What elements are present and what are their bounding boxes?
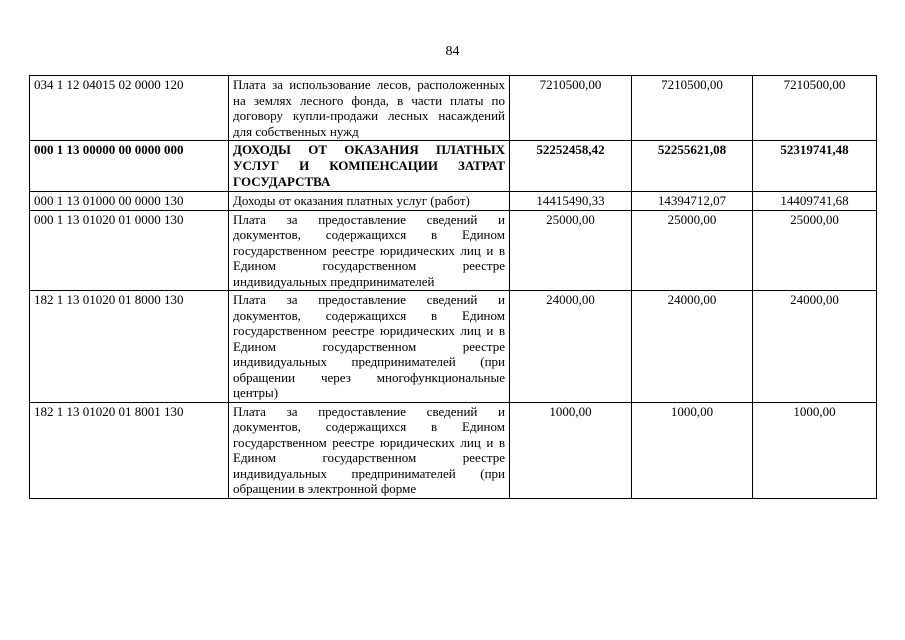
revenue-table [29, 75, 877, 499]
budget-code-cell: 000 1 13 00000 00 0000 000 [30, 141, 229, 192]
table-row [30, 192, 877, 211]
budget-code-cell: 000 1 13 01020 01 0000 130 [30, 210, 229, 291]
amount-cell-1: 52252458,42 [510, 141, 632, 192]
amount-cell-2: 24000,00 [632, 291, 753, 403]
revenue-name-cell [229, 402, 510, 498]
amount-cell-3: 14409741,68 [753, 192, 877, 211]
revenue-name-cell: Доходы от оказания платных услуг (работ) [229, 192, 510, 211]
amount-cell-3: 25000,00 [753, 210, 877, 291]
budget-code-cell: 182 1 13 01020 01 8001 130 [30, 402, 229, 498]
table-row [30, 76, 877, 141]
amount-cell-2: 25000,00 [632, 210, 753, 291]
amount-cell-3: 24000,00 [753, 291, 877, 403]
budget-code-cell: 000 1 13 01000 00 0000 130 [30, 192, 229, 211]
revenue-name-cell: Плата за предоставление сведений и документов, содержащихся в Едином государственном реестре юридических лиц и в Едином государственном реестре индивидуальных предпринимателей [229, 210, 510, 291]
amount-cell-1: 25000,00 [510, 210, 632, 291]
amount-cell-1: 7210500,00 [510, 76, 632, 141]
budget-code-cell: 034 1 12 04015 02 0000 120 [30, 76, 229, 141]
amount-cell-2: 52255621,08 [632, 141, 753, 192]
table-row [30, 141, 877, 192]
page-number: 84 [445, 44, 460, 59]
amount-cell-1: 24000,00 [510, 291, 632, 403]
revenue-name-cell: Плата за использование лесов, расположенных на землях лесного фонда, в части платы по договору купли-продажи лесных насаждений для собственных нужд [229, 76, 510, 141]
table-row [30, 210, 877, 291]
amount-cell-2: 7210500,00 [632, 76, 753, 141]
amount-cell-3: 7210500,00 [753, 76, 877, 141]
budget-code-cell: 182 1 13 01020 01 8000 130 [30, 291, 229, 403]
amount-cell-3: 1000,00 [753, 402, 877, 498]
amount-cell-3: 52319741,48 [753, 141, 877, 192]
amount-cell-2: 1000,00 [632, 402, 753, 498]
revenue-name-cell: ДОХОДЫ ОТ ОКАЗАНИЯ ПЛАТНЫХ УСЛУГ И КОМПЕНСАЦИИ ЗАТРАТ ГОСУДАРСТВА [229, 141, 510, 192]
amount-cell-1: 14415490,33 [510, 192, 632, 211]
table-row [30, 402, 877, 498]
amount-cell-2: 14394712,07 [632, 192, 753, 211]
table-row [30, 291, 877, 403]
amount-cell-1: 1000,00 [510, 402, 632, 498]
revenue-name-cell: Плата за предоставление сведений и документов, содержащихся в Едином государственном реестре юридических лиц и в Едином государственном реестре индивидуальных предпринимателей (при обращении через многофункциональные центры) [229, 291, 510, 403]
revenue-name-text: Плата за предоставление сведений и документов, содержащихся в Едином государственном реестре юридических лиц и в Едином государственном реестре индивидуальных предпринимателей (при обращении в электронной форме [233, 403, 505, 496]
